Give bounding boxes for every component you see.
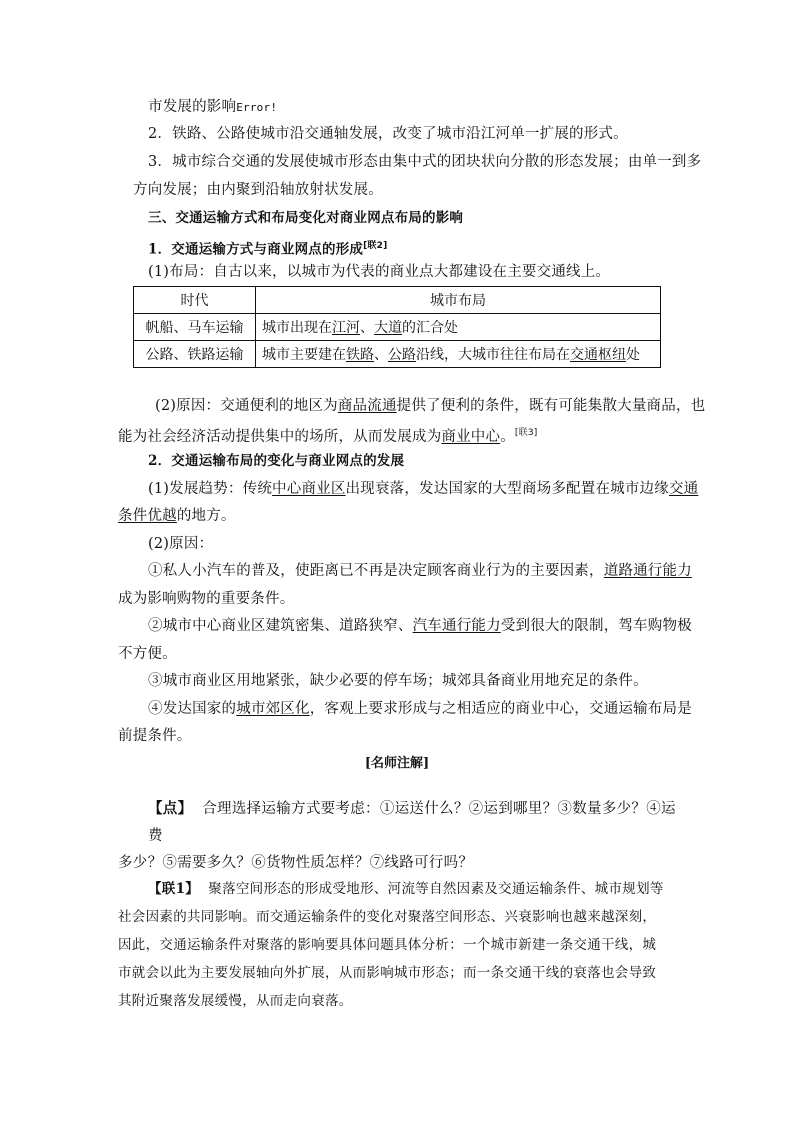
layout-table [133,286,661,368]
text-span: ，客观上要求形成与之相适应的商业中心，交通运输布局是 [309,701,692,717]
text-line [118,506,646,526]
underlined-term: 江河 [332,320,360,336]
text-span: 受到很大的限制，驾车购物极 [500,618,692,634]
underlined-term: 交通枢纽 [570,347,626,363]
text-span: 合理选择运输方式要考虑：①运送什么？②运到哪里？③数量多少？④运费 [148,801,676,844]
table-row [134,314,661,341]
underlined-term: 汽车通行能力 [412,618,501,634]
text-line [118,423,646,447]
text-line: 2．铁路、公路使城市沿交通轴发展，改变了城市沿江河单一扩展的形式。 [148,126,628,142]
underlined-term: 城市郊区化 [236,701,310,717]
text-span: 1．交通运输方式与商业网点的形成 [148,241,364,258]
text-line: 前提条件。 [118,728,192,744]
text-span: 。 [500,428,515,445]
subsection-heading [148,236,676,260]
text-line: ③城市商业区用地紧张，缺少必要的停车场；城郊具备商业用地充足的条件。 [148,673,648,689]
section-heading: 三、交通运输方式和布局变化对商业网点布局的影响 [148,210,464,226]
text-span: 社会因素的共同影响。而交通运输条件的变化对聚落空间形态、兴衰影响也越来越深刻， [118,909,657,925]
text-line: 成为影响购物的重要条件。 [118,591,295,607]
underlined-term: 公路 [388,347,416,363]
text-line [148,561,692,581]
underlined-term: 条件优越 [118,508,177,524]
text-line [148,699,692,719]
text-span: 沿线，大城市往往布局在 [416,347,570,363]
text-span: 市发展的影响 [148,99,237,115]
text-span: (1)发展趋势：传统 [148,481,273,497]
text-span: 其附近聚落发展缓慢，从而走向衰落。 [118,993,353,1009]
text-span: 、 [360,320,374,336]
text-line [148,616,692,636]
text-line: (1)布局：自古以来，以城市为代表的商业点大都建设在主要交通线上。 [148,264,611,280]
text-line: 方向发展；由内聚到沿轴放射状发展。 [133,182,383,198]
text-line: 不方便。 [118,646,177,662]
text-line [148,97,676,118]
reference-tag: [联3] [514,428,538,438]
text-span: 因此，交通运输条件对聚落的影响要具体问题具体分析：一个城市新建一条交通干线，城 [118,937,657,953]
table-row [134,341,661,368]
text-line [155,396,706,416]
text-span: 出现衰落，发达国家的大型商场多配置在城市边缘 [345,481,669,497]
text-span: 聚落空间形态的形成受地形、河流等自然因素及交通运输条件、城市规划等 [208,881,664,897]
text-span: ①私人小汽车的普及，使距离已不再是决定顾客商业行为的主要因素， [148,563,604,579]
underlined-term: 商业中心 [441,428,501,445]
text-span: 的汇合处 [402,320,458,336]
point-note [118,795,678,877]
error-field: Error! [236,101,278,114]
underlined-term: 交通 [668,481,699,497]
reference-tag: [联2] [363,241,388,251]
text-span: ④发达国家的 [148,701,237,717]
underlined-term: 中心商业区 [272,481,346,497]
teacher-notes-heading: [名师注解] [364,756,430,771]
table-cell-era: 帆船、马车运输 [134,314,256,341]
text-line [148,479,699,499]
note-tag: 【联1】 [148,881,200,897]
subsection-heading: 2．交通运输布局的变化与商业网点的发展 [148,453,405,469]
text-span: 能为社会经济活动提供集中的场所，从而发展成为 [118,428,442,445]
text-line: (2)原因： [148,536,214,552]
underlined-term: 铁路 [346,347,374,363]
table-header-cell: 时代 [134,287,256,314]
table-cell-era: 公路、铁路运输 [134,341,256,368]
underlined-term: 大道 [374,320,402,336]
table-cell-layout [256,341,661,368]
text-span: ②城市中心商业区建筑密集、道路狭窄、 [148,618,413,634]
link-note [118,875,678,1015]
table-header-cell: 城市布局 [256,287,661,314]
text-span: 多少？⑤需要多久？⑥货物性质怎样？⑦线路可行吗？ [118,855,474,871]
text-span: 市就会以此为主要发展轴向外扩展，从而影响城市形态；而一条交通干线的衰落也会导致 [118,965,657,981]
text-span: (2)原因：交通便利的地区为 [155,398,338,414]
text-line: 3．城市综合交通的发展使城市形态由集中式的团块状向分散的形态发展；由单一到多 [148,154,702,170]
text-span: 处 [626,347,640,363]
underlined-term: 商品流通 [337,398,397,414]
table-cell-layout [256,314,661,341]
text-span: 城市出现在 [262,320,332,336]
text-span: 、 [374,347,388,363]
note-tag: 【点】 [148,800,193,817]
text-span: 城市主要建在 [262,347,346,363]
text-span: 提供了便利的条件，既有可能集散大量商品，也 [396,398,706,414]
text-span: 的地方。 [176,508,236,524]
table-header-row [134,287,661,314]
underlined-term: 道路通行能力 [603,563,692,579]
